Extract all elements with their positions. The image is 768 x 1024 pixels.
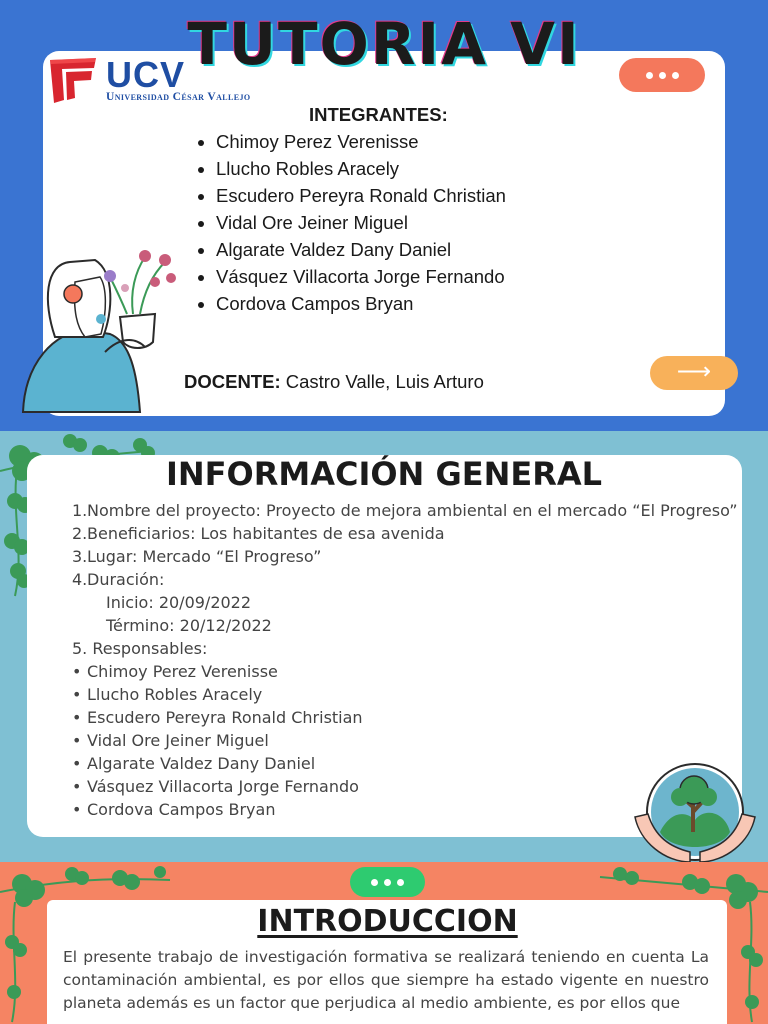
bullet-icon: • — [72, 685, 82, 704]
teacher-name: Castro Valle, Luis Arturo — [285, 371, 484, 392]
info-item-number: 3. — [72, 547, 88, 566]
next-arrow-button[interactable] — [650, 356, 738, 390]
bullet-icon: • — [72, 662, 82, 681]
teacher-line — [184, 371, 484, 393]
menu-dots-button[interactable] — [350, 867, 425, 897]
responsable-item — [72, 660, 732, 683]
info-item-text: Beneficiarios: Los habitantes de esa avenida — [87, 524, 445, 543]
member-item: • Llucho Robles Aracely — [216, 155, 506, 182]
intro-title: INTRODUCCION — [257, 904, 518, 939]
responsable-name: Vásquez Villacorta Jorge Fernando — [87, 777, 359, 796]
responsable-item — [72, 706, 732, 729]
cover-title: TUTORIA VI — [187, 10, 581, 78]
info-item-number: 1. — [72, 501, 88, 520]
info-item — [72, 522, 732, 545]
member-item: • Chimoy Perez Verenisse — [216, 128, 506, 155]
responsable-name: Algarate Valdez Dany Daniel — [87, 754, 316, 773]
ucv-emblem-icon — [48, 56, 98, 106]
woman-with-flowers-illustration — [15, 242, 185, 417]
bullet-icon: • — [72, 754, 82, 773]
responsable-name: Escudero Pereyra Ronald Christian — [87, 708, 363, 727]
info-item — [72, 545, 732, 568]
info-item-number: 2. — [72, 524, 88, 543]
responsable-name: Llucho Robles Aracely — [87, 685, 263, 704]
member-item: • Algarate Valdez Dany Daniel — [216, 236, 506, 263]
responsables-label: 5. Responsables: — [72, 639, 208, 658]
info-item-text: Lugar: Mercado “El Progreso” — [87, 547, 322, 566]
member-item: • Vásquez Villacorta Jorge Fernando — [216, 263, 506, 290]
info-item-number: 4. — [72, 570, 88, 589]
members-list — [198, 128, 506, 317]
responsable-item — [72, 729, 732, 752]
logo-university-name: Universidad César Vallejo — [106, 91, 251, 103]
dot-icon — [646, 72, 653, 79]
start-date: Inicio: 20/09/2022 — [106, 593, 252, 612]
bullet-icon: • — [72, 800, 82, 819]
ucv-logo — [48, 56, 288, 108]
bullet-icon: • — [72, 777, 82, 796]
dot-icon — [672, 72, 679, 79]
end-date: Término: 20/12/2022 — [106, 616, 272, 635]
hands-holding-planet-icon — [630, 762, 760, 862]
arrow-right-icon: ⟶ — [676, 358, 712, 385]
dot-icon — [397, 879, 404, 886]
member-item: • Cordova Campos Bryan — [216, 290, 506, 317]
info-item-text: Nombre del proyecto: Proyecto de mejora ambiental en el mercado “El Progreso” — [87, 501, 738, 520]
info-item — [72, 568, 732, 591]
bullet-icon: • — [72, 731, 82, 750]
dot-icon — [371, 879, 378, 886]
dot-icon — [659, 72, 666, 79]
info-item — [72, 499, 738, 522]
responsable-item — [72, 683, 732, 706]
member-item: • Escudero Pereyra Ronald Christian — [216, 182, 506, 209]
menu-dots-button[interactable] — [619, 58, 705, 92]
dot-icon — [384, 879, 391, 886]
general-info-slide — [0, 431, 768, 862]
teacher-label: DOCENTE: — [184, 371, 281, 392]
responsable-name: Chimoy Perez Verenisse — [87, 662, 278, 681]
bullet-icon: • — [72, 708, 82, 727]
responsable-name: Cordova Campos Bryan — [87, 800, 276, 819]
intro-paragraph: El presente trabajo de investigación formativa se realizará teniendo en cuenta La contaminación ambiental, es por ellos que siempre ha estado vigente en nuestro planeta además es un factor que perjudica al medio ambiente, es por ellos que — [63, 948, 709, 1012]
responsable-name: Vidal Ore Jeiner Miguel — [87, 731, 269, 750]
introduction-slide — [0, 862, 768, 1024]
info-item-text: Duración: — [87, 570, 165, 589]
logo-letters: UCV — [106, 54, 186, 95]
members-heading: INTEGRANTES: — [309, 104, 448, 125]
member-item: • Vidal Ore Jeiner Miguel — [216, 209, 506, 236]
info-title: INFORMACIÓN GENERAL — [165, 455, 603, 493]
cover-slide — [0, 0, 768, 431]
